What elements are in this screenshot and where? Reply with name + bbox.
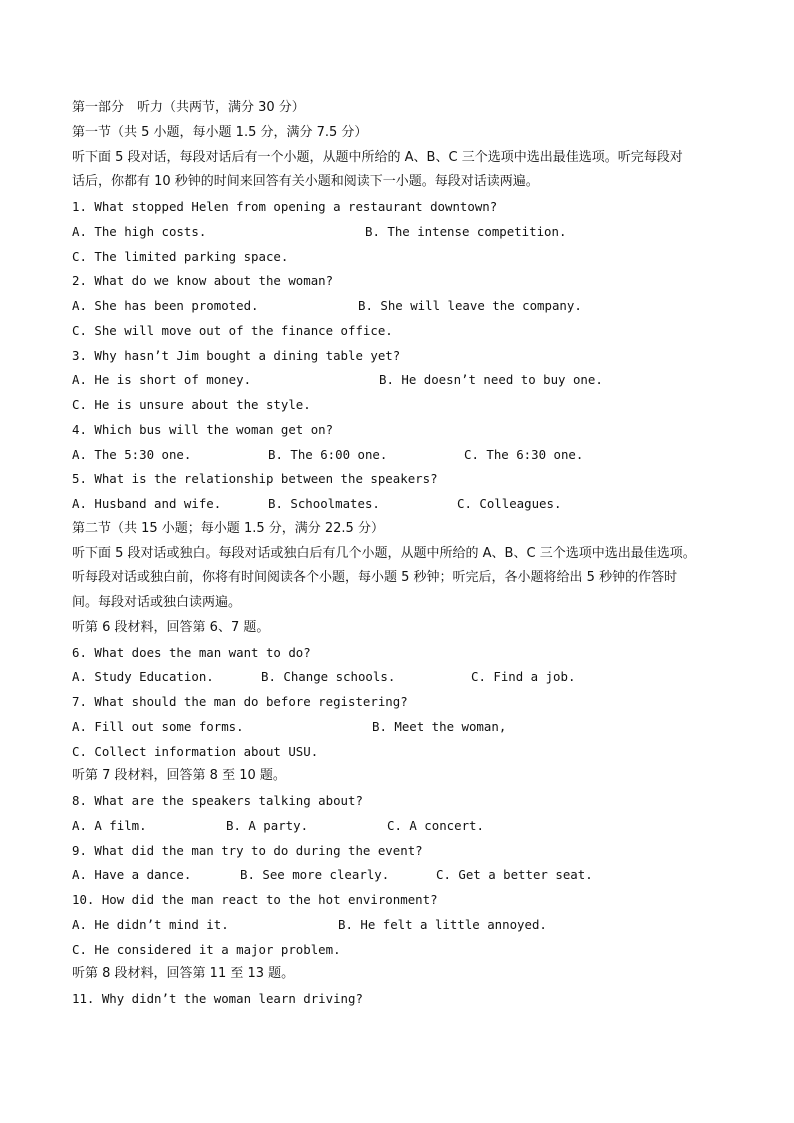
question-10-options-row [72, 913, 752, 938]
section2-instructions-line2: 听每段对话或独白前，你将有时间阅读各个小题，每小题 5 秒钟；听完后，各小题将给出 5 秒钟的作答时 [72, 570, 678, 586]
question-9-options-row [72, 863, 752, 888]
question-6-option-c: C. Find a job. [471, 669, 576, 685]
question-10-option-b: B. He felt a little annoyed. [338, 916, 547, 932]
section1-instructions-line2: 话后，你都有 10 秒钟的时间来回答有关小题和阅读下一小题。每段对话读两遍。 [72, 174, 539, 190]
part-heading: 第一部分 听力（共两节，满分 30 分） [72, 100, 305, 115]
question-3-option-b: B. He doesn’t need to buy one. [379, 372, 603, 388]
question-3-option-a: A. He is short of money. [72, 372, 252, 388]
question-5-option-a: A. Husband and wife. [72, 496, 222, 511]
question-4-option-a: A. The 5:30 one. [72, 446, 192, 462]
question-11: 11. Why didn’t the woman learn driving? [72, 991, 363, 1006]
question-6-options-row [72, 665, 752, 690]
question-6-option-b: B. Change schools. [261, 669, 396, 685]
question-9-option-a: A. Have a dance. [72, 867, 192, 883]
section1-instructions-line1: 听下面 5 段对话，每段对话后有一个小题，从题中所给的 A、B、C 三个选项中选出最佳选项。听完每段对 [72, 149, 683, 165]
question-2-option-b: B. She will leave the company. [358, 298, 582, 313]
question-6-option-a: A. Study Education. [72, 669, 214, 685]
question-3-option-c: C. He is unsure about the style. [72, 397, 311, 412]
question-2: 2. What do we know about the woman? [72, 273, 334, 289]
question-1-option-b: B. The intense competition. [365, 223, 567, 239]
question-7: 7. What should the man do before registering? [72, 694, 408, 709]
question-7-option-a: A. Fill out some forms. [72, 718, 244, 734]
question-7-option-b: B. Meet the woman, [372, 718, 507, 734]
question-1: 1. What stopped Helen from opening a restaurant downtown? [72, 199, 498, 214]
section1-heading: 第一节（共 5 小题，每小题 1.5 分，满分 7.5 分） [72, 124, 368, 140]
question-5-option-b: B. Schoolmates. [268, 496, 380, 511]
question-10-option-c: C. He considered it a major problem. [72, 941, 341, 957]
exam-page [72, 96, 752, 1012]
material-8-heading: 听第 8 段材料，回答第 11 至 13 题。 [72, 966, 295, 982]
question-4: 4. Which bus will the woman get on? [72, 421, 334, 437]
question-8-option-a: A. A film. [72, 817, 147, 833]
question-1-option-c: C. The limited parking space. [72, 248, 289, 264]
question-5-options-row [72, 492, 752, 517]
question-4-option-c: C. The 6:30 one. [464, 446, 584, 462]
question-3: 3. Why hasn’t Jim bought a dining table yet? [72, 347, 401, 363]
question-9-option-c: C. Get a better seat. [436, 867, 593, 883]
question-4-options-row [72, 443, 752, 468]
question-7-option-c: C. Collect information about USU. [72, 743, 319, 759]
question-2-option-a: A. She has been promoted. [72, 298, 259, 313]
question-2-options-row [72, 294, 752, 319]
question-6: 6. What does the man want to do? [72, 644, 311, 660]
question-5: 5. What is the relationship between the speakers? [72, 471, 438, 487]
question-1-option-a: A. The high costs. [72, 223, 207, 239]
section2-instructions-line1: 听下面 5 段对话或独白。每段对话或独白后有几个小题，从题中所给的 A、B、C 三个选项中选出最佳选项。 [72, 545, 696, 561]
question-2-option-c: C. She will move out of the finance office. [72, 322, 393, 338]
question-4-option-b: B. The 6:00 one. [268, 446, 388, 462]
section2-heading: 第二节（共 15 小题；每小题 1.5 分，满分 22.5 分） [72, 520, 384, 536]
question-3-options-row [72, 368, 752, 393]
material-6-heading: 听第 6 段材料，回答第 6、7 题。 [72, 619, 270, 635]
question-10: 10. How did the man react to the hot environment? [72, 892, 438, 907]
section2-instructions-line3: 间。每段对话或独白读两遍。 [72, 595, 242, 610]
question-1-options-row [72, 220, 752, 245]
material-7-heading: 听第 7 段材料，回答第 8 至 10 题。 [72, 768, 286, 784]
question-8-options-row [72, 814, 752, 839]
question-9: 9. What did the man try to do during the event? [72, 842, 423, 858]
question-7-options-row [72, 715, 752, 740]
question-8-option-c: C. A concert. [387, 817, 484, 833]
question-9-option-b: B. See more clearly. [240, 867, 390, 883]
question-5-option-c: C. Colleagues. [457, 496, 562, 511]
question-8: 8. What are the speakers talking about? [72, 793, 363, 808]
question-10-option-a: A. He didn’t mind it. [72, 916, 229, 932]
question-8-option-b: B. A party. [226, 817, 309, 833]
